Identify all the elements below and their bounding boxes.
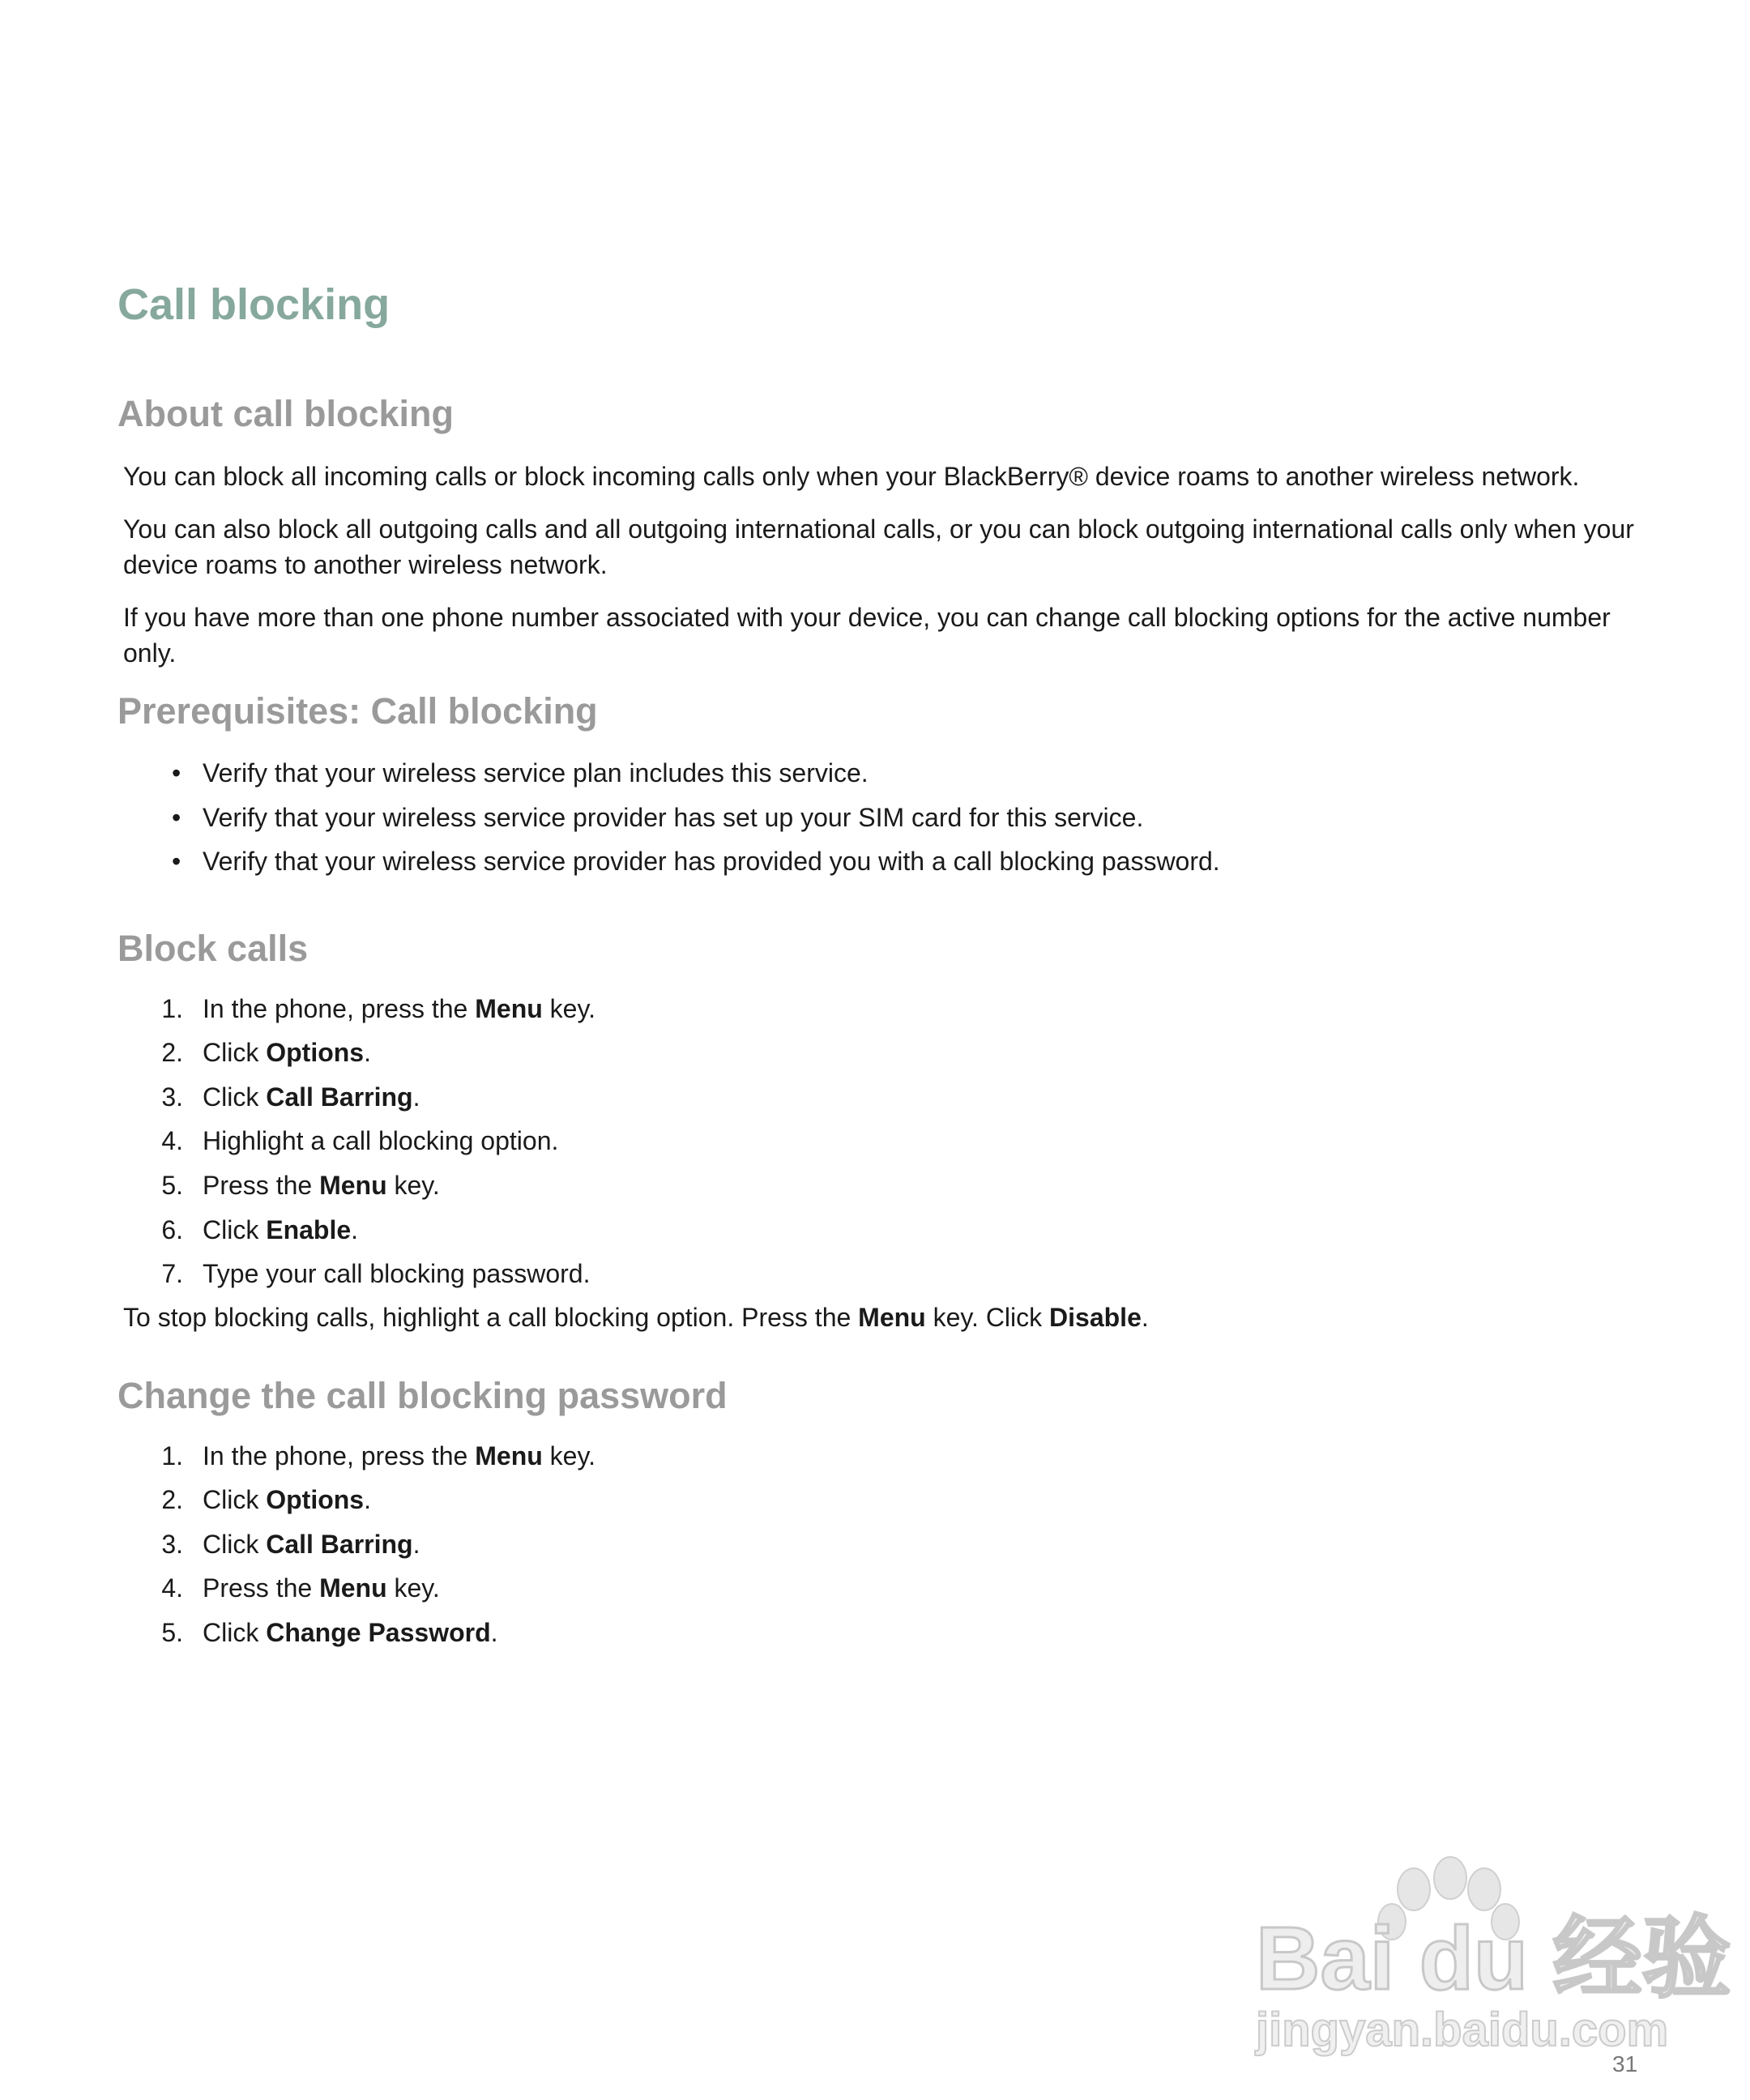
about-paragraph-2: You can also block all outgoing calls and all outgoing international calls, or you can block outgoing international calls only when your device roams to another wireless network. xyxy=(123,514,1634,579)
prereq-heading: Prerequisites: Call blocking xyxy=(117,690,598,732)
about-paragraph-1: You can block all incoming calls or block incoming calls only when your BlackBerry® device roams to another wireless network. xyxy=(123,462,1580,491)
change-password-heading: Change the call blocking password xyxy=(117,1375,728,1416)
page-title: Call blocking xyxy=(117,280,391,329)
bullet: • xyxy=(172,803,181,832)
baidu-watermark-logo xyxy=(1248,1847,1731,2058)
block-calls-note: To stop blocking calls, highlight a call blocking option. Press the Menu key. Click Disable. xyxy=(123,1303,1149,1332)
watermark-brand: Bai du 经验 xyxy=(1256,1909,1731,2008)
about-heading: About call blocking xyxy=(117,393,455,434)
document-page: Call blocking About call blocking You can block all incoming calls or block incoming calls only when your BlackBerry® device roams to another wireless network. You can also block all outgoing calls and all outgoing international calls, or you can block outgoing international calls only when your device roams to another wireless network. If you have more than one phone number associated with your device, you can change call blocking options for the active number only. Prerequisites: Call blocking • Verify that your wireless service plan includes this service. • Verify that your wireless service provider has set up your SIM card for this service. • Verify that your wireless service provider has provided you with a call blocking password. Block calls 1. In the phone, press the Menu key. 2. Click Options. 3. Click Call Barring. 4. Highlight a call blocking option. 5. Press the Menu key. 6. Click Enable. 7. Type your call blocking password. To stop blocking calls, highlight a call blocking option. Press the Menu key. Click Disable. Change the call blocking password 1. In the phone, press the Menu key. 2. Click Options. 3. Click Call Barring. 4. Press the Menu key. 5. Click Change Password. Bai du 经验 jingyan.baidu.com 31 xyxy=(117,280,1731,2077)
about-paragraph-3: If you have more than one phone number associated with your device, you can change call blocking options for the active number only. xyxy=(123,603,1611,668)
page-number: 31 xyxy=(1612,2051,1638,2077)
bullet: • xyxy=(172,847,181,876)
block-calls-heading: Block calls xyxy=(117,928,309,969)
watermark-url: jingyan.baidu.com xyxy=(1256,2004,1669,2056)
bullet: • xyxy=(172,758,181,788)
